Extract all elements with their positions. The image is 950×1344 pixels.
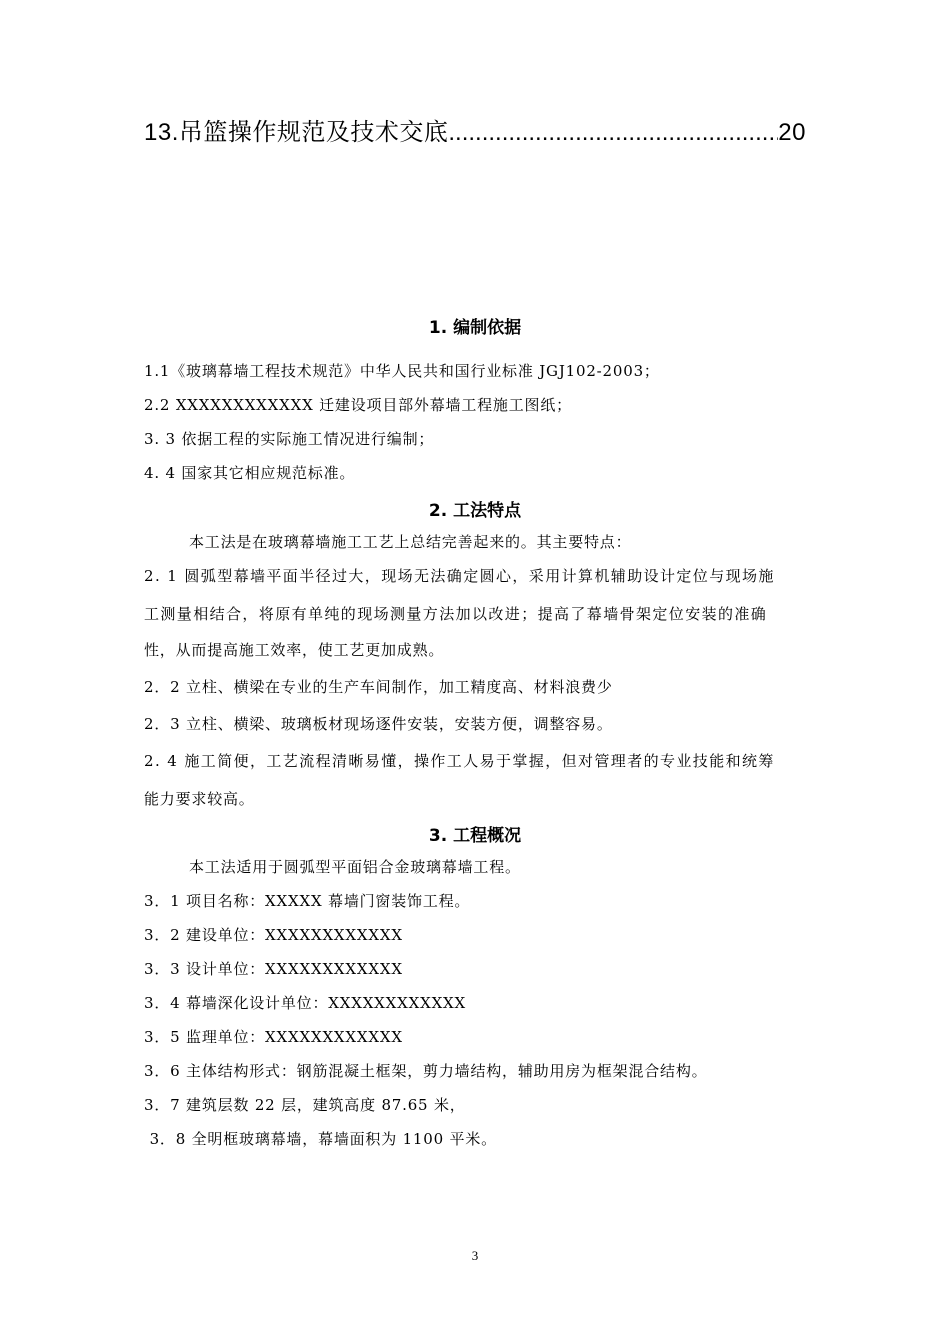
overview-line: 3．1 项目名称：XXXXX 幕墙门窗装饰工程。 [144, 892, 471, 910]
feature-intro: 本工法是在玻璃幕墙施工工艺上总结完善起来的。其主要特点： [189, 533, 632, 551]
overview-line: 3．3 设计单位：XXXXXXXXXXXX [144, 960, 403, 978]
feature-line: 2. 1 圆弧型幕墙平面半径过大，现场无法确定圆心，采用计算机辅助设计定位与现场施 [144, 567, 775, 585]
overview-line: 3．8 全明框玻璃幕墙，幕墙面积为 1100 平米。 [144, 1130, 497, 1148]
section-heading-1: 1. 编制依据 [428, 318, 522, 338]
section-heading-3: 3. 工程概况 [428, 826, 522, 846]
feature-line: 2. 4 施工简便，工艺流程清晰易懂，操作工人易于掌握，但对管理者的专业技能和统筹 [144, 752, 775, 770]
page-number: 3 [471, 1248, 479, 1263]
overview-intro: 本工法适用于圆弧型平面铝合金玻璃幕墙工程。 [189, 858, 521, 876]
overview-line: 3．6 主体结构形式：钢筋混凝土框架，剪力墙结构，辅助用房为框架混合结构。 [144, 1062, 708, 1080]
feature-line: 能力要求较高。 [144, 790, 255, 808]
basis-item: 1.1《玻璃幕墙工程技术规范》中华人民共和国行业标准 JGJ102-2003； [144, 362, 660, 380]
feature-line: 2．2 立柱、横梁在专业的生产车间制作，加工精度高、材料浪费少 [144, 678, 613, 696]
basis-item: 2.2 XXXXXXXXXXXX 迁建设项目部外幕墙工程施工图纸； [144, 396, 572, 414]
feature-line: 工测量相结合，将原有单纯的现场测量方法加以改进；提高了幕墙骨架定位安装的准确 [144, 605, 768, 623]
toc-entry-title: 13.吊篮操作规范及技术交底 [144, 119, 449, 146]
basis-item: 4. 4 国家其它相应规范标准。 [144, 464, 356, 482]
toc-entry-page: 20 [778, 119, 806, 146]
overview-line: 3．2 建设单位：XXXXXXXXXXXX [144, 926, 403, 944]
section-heading-2: 2. 工法特点 [428, 501, 522, 521]
basis-item: 3. 3 依据工程的实际施工情况进行编制； [144, 430, 435, 448]
feature-line: 性，从而提高施工效率，使工艺更加成熟。 [144, 641, 445, 659]
toc-entry[interactable] [144, 112, 806, 147]
overview-line: 3．5 监理单位：XXXXXXXXXXXX [144, 1028, 403, 1046]
feature-line: 2．3 立柱、横梁、玻璃板材现场逐件安装，安装方便，调整容易。 [144, 715, 613, 733]
overview-line: 3．7 建筑层数 22 层，建筑高度 87.65 米， [144, 1096, 466, 1114]
overview-line: 3．4 幕墙深化设计单位：XXXXXXXXXXXX [144, 994, 467, 1012]
toc-leader-dots [448, 119, 778, 147]
